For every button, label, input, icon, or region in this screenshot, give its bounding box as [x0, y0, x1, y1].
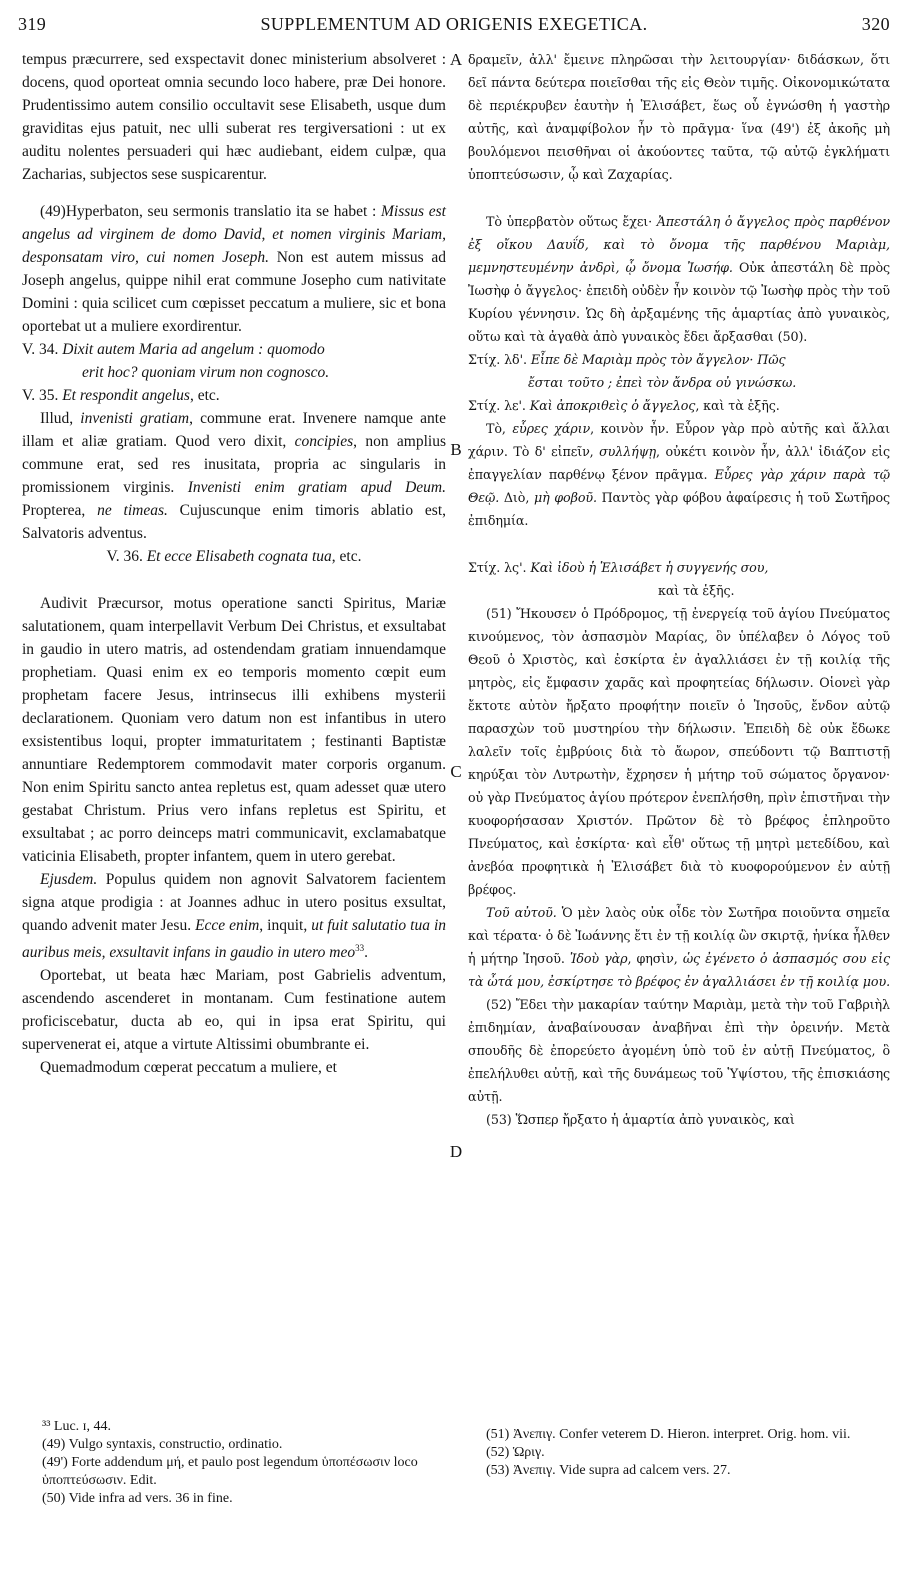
running-header: [18, 14, 890, 42]
margin-marker-c: C: [450, 762, 462, 781]
margin-marker-d: D: [449, 1142, 463, 1161]
footnotes-right: [486, 1426, 886, 1480]
footnote: (52) Ὡριγ.: [486, 1445, 545, 1460]
margin-marker-a: A: [449, 50, 463, 69]
running-title: SUPPLEMENTUM AD ORIGENIS EXEGETICA.: [260, 14, 648, 34]
footnote: (49) Vulgo syntaxis, constructio, ordinatio.: [42, 1437, 283, 1452]
latin-paragraph: Quemadmodum cœperat peccatum a muliere, et: [40, 1059, 337, 1077]
greek-verse-36: Στίχ. λς'. Καὶ ἰδοὺ ἡ Ἐλισάβετ ἡ συγγενής σου, καὶ τὰ ἑξῆς.: [468, 560, 769, 598]
latin-paragraph: Audivit Præcursor, motus operatione sancti Spiritus, Mariæ salutationem, quam interpellavit Verbum Dei Christus, et exsultabat in gaudio in utero matris, ad ostendendam gratiam innuendamque prophetiam. Quasi enim ex eo temporis momento cœpit eum prophetam facere Jesus, intrinsecus illi exhibens mysterii declarationem. Quoniam vero datum non est infantibus in utero exsistentibus loqui, propter immaturitatem ; festinanti Baptistæ annuntiare Redemptorem commodavit mater corporis organum. Non enim Spiritu sancto antea repletus est, quam adesset quæ utero gestabat Christum. Prius vero infans repletus est Spiritu, et exsultabat ; ac porro deinceps matri communicavit, exclamabatque vaticinia Elisabeth, propter infantem, quem in utero gerebat.: [22, 595, 446, 865]
greek-paragraph: (51) Ἤκουσεν ὁ Πρόδρομος, τῇ ἐνεργείᾳ τοῦ ἁγίου Πνεύματος κινούμενος, τὸν ἀσπασμὸν Μαρίας, ὃν ὑπέλαβεν ὁ Λόγος τοῦ Θεοῦ ὁ Χριστὸς, καὶ ἐσκίρτα ἐν ἀγαλλιάσει ἐν τῇ κοιλίᾳ τῆς μητρὸς, εἰς ἔμφασιν χαρᾶς καὶ προφητείας δήλωσιν. Οἱονεὶ γὰρ ἔκτοτε αὐτὸν ἤρξατο προφήτην ποιεῖν ὁ Ἰησοῦς, ἔνδον αὐτῷ παρασχὼν τοῦ μυστηρίου τὴν δήλωσιν. Ἐπειδὴ δὲ οὐκ ἔδωκε λαλεῖν τοῖς ἐμβρύοις διὰ τὸ ἄωρον, σπεύδοντι τῷ Βαπτιστῇ κηρύξαι τὸν Λυτρωτὴν, ἔχρησεν ἡ μήτηρ τοῦ σώματος ὄργανον· οὐ γὰρ Πνεύματος ἁγίου πρότερον ἐνεπλήσθη, πρὶν ἐπιστῆναι τὴν κυοφορήσασαν Χριστόν. Πρῶτον δὲ τὸ βρέφος ἐπληροῦτο Πνεύματος, καὶ ἐσκίρτα· καὶ εἶθ' οὕτως τῇ μητρὶ μετεδίδου, καὶ ἀνεβόα προφητικὰ ἡ Ἐλισάβετ διὰ τὸ κυοφορούμενον ἐν αὐτῇ βρέφος.: [468, 606, 890, 897]
footnote: ³³ Luc. ɪ, 44.: [42, 1419, 112, 1434]
greek-verse-35: Στίχ. λε'. Καὶ ἀποκριθεὶς ὁ ἄγγελος, καὶ τὰ ἑξῆς.: [468, 398, 780, 413]
footnotes-left: [42, 1418, 442, 1508]
greek-paragraph: Τὸ, εὗρες χάριν, κοινὸν ἦν. Εὗρον γὰρ πρὸ αὐτῆς καὶ ἄλλαι χάριν. Τὸ δ' εἰπεῖν, συλλήψῃ, οὐκέτι κοινὸν ἦν, ἀλλ' ἰδιάζον εἰς ἐπαγγελίαν παρθένῳ ξένον πρᾶγμα. Εὗρες γὰρ χάριν παρὰ τῷ Θεῷ. Διὸ, μὴ φοβοῦ. Παντὸς γὰρ φόβου ἀφαίρεσις ἡ τοῦ Σωτῆρος ἐπιδημία.: [468, 421, 891, 528]
page-number-left: 319: [18, 14, 47, 34]
greek-paragraph: Τοῦ αὐτοῦ. Ὁ μὲν λαὸς οὐκ οἶδε τὸν Σωτῆρα ποιοῦντα σημεῖα καὶ τέρατα· ὁ δὲ Ἰωάννης ἔτι ἐν τῇ κοιλίᾳ ὢν σκιρτᾷ, ἡνίκα ἦλθεν ἡ μήτηρ Ἰησοῦ. Ἰδοὺ γὰρ, φησὶν, ὡς ἐγένετο ὁ ἀσπασμός σου εἰς τὰ ὦτά μου, ἐσκίρτησε τὸ βρέφος ἐν ἀγαλλιάσει ἐν τῇ κοιλίᾳ μου.: [468, 905, 891, 989]
greek-column: [468, 48, 890, 1131]
footnote: (53) Ἀνεπιγ. Vide supra ad calcem vers. 27.: [486, 1463, 731, 1478]
page-number-right: 320: [861, 14, 890, 34]
margin-marker-b: B: [450, 440, 462, 459]
greek-paragraph: δραμεῖν, ἀλλ' ἔμεινε πληρῶσαι τὴν λειτουργίαν· διδάσκων, ὅτι δεῖ πάντα δεύτερα ποιεῖσθαι τῆς εἰς Θεὸν τιμῆς. Οἰκονομικώτατα δὲ περιέκρυβεν ἑαυτὴν ἡ Ἐλισάβετ, ἕως οὗ ἐγνώσθη ἡ γαστὴρ αὐτῆς, καὶ ἀναμφίβολον ἦν τὸ πρᾶγμα· ἵνα (49') ἐξ ἀκοῆς μὴ βουλόμενοι πεισθῆναι οἱ ἀκούοντες ταῦτα, τῷ αὐτῷ ἐγκλήματι ὑποπτεύσωσιν, ᾧ καὶ Ζαχαρίας.: [468, 52, 890, 182]
greek-paragraph: (53) Ὥσπερ ἤρξατο ἡ ἁμαρτία ἀπὸ γυναικὸς, καὶ: [486, 1112, 795, 1127]
latin-paragraph: Illud, invenisti gratiam, commune erat. Invenere namque ante illam et aliæ gratiam. Quod vero dixit, concipies, non amplius commune erat, sed res inusitata, propria ac singularis in promissionem virginis. Invenisti enim gratiam apud Deum. Propterea, ne timeas. Cujuscunque enim timoris ablatio est, Salvatoris adventus.: [22, 410, 446, 542]
latin-paragraph: Oportebat, ut beata hæc Mariam, post Gabrielis adventum, ascendendo ascenderet in montanam. Cum festinatione autem proficiscebatur, ducta ab eo, qui in ipsa erat Spiritu, qui supervenerat ei, atque a virtute Altissimi obumbrante ei.: [22, 967, 446, 1054]
latin-verse-36: V. 36. Et ecce Elisabeth cognata tua, etc.: [106, 548, 362, 565]
latin-paragraph-49: (49)Hyperbaton, seu sermonis translatio ita se habet : Missus est angelus ad virginem de domo David, et nomen virginis Mariam, desponsatam viro, cui nomen Joseph. Non est autem missus ad Joseph angelus, quippe nihil erat commune Josepho cum nativitate Domini : quia scilicet cum cœpisset peccatum a muliere, sic et bona oportebat ut a muliere exordirentur.: [22, 203, 446, 335]
greek-paragraph: (52) Ἔδει τὴν μακαρίαν ταύτην Μαριὰμ, μετὰ τὴν τοῦ Γαβριὴλ ἐπιδημίαν, ἀναβαίνουσαν ἀναβῆναι ἐπὶ τὴν ὀρεινήν. Μετὰ σπουδῆς δὲ ἐπορεύετο ἀγομένη ὑπὸ τοῦ ἐν αὐτῇ Πνεύματος, ὃ ἐπελήλυθει αὐτῇ, καὶ τῆς δυνάμεως τοῦ Ὑψίστου, τῆς ἐπισκιάσης αὐτῇ.: [468, 997, 890, 1104]
footnote: (49') Forte addendum μή, et paulo post legendum ὑποπέσωσιν loco ὑποπτεύσωσιν. Edit.: [42, 1455, 418, 1488]
latin-column: [22, 48, 446, 1079]
greek-paragraph: Τὸ ὑπερβατὸν οὕτως ἔχει· Ἀπεστάλη ὁ ἄγγελος πρὸς παρθένον ἐξ οἴκου Δαυΐδ, καὶ τὸ ὄνομα τῆς παρθένου Μαριὰμ, μεμνηστευμένην ἀνδρὶ, ᾧ ὄνομα Ἰωσήφ. Οὐκ ἀπεστάλη δὲ πρὸς Ἰωσὴφ ὁ ἄγγελος· ἐπειδὴ οὐδὲν ἦν κοινὸν τῷ Ἰωσὴφ πρὸς τὴν τοῦ Κυρίου γέννησιν. Ὡς δὴ ἀρξαμένης τῆς ἁμαρτίας ἀπὸ γυναικὸς, οὕτω καὶ τὰ ἀγαθὰ ἀπὸ γυναικὸς ἔδει ἄρξασθαι (50).: [468, 214, 890, 344]
latin-verse-34: V. 34. Dixit autem Maria ad angelum : quomodo erit hoc? quoniam virum non cognosco.: [22, 341, 330, 381]
footnote-ref: 33: [355, 943, 365, 953]
latin-paragraph: tempus præcurrere, sed exspectavit donec ministerium absolveret : docens, quod oporteat omnia secundo loco habere, præ Dei honore. Prudentissimo autem consilio occultavit sese Elisabeth, usque dum graviditas ejus patuit, nec ulli suberat res tergiversationi : ut ex auditu nolentes persuaderi qui hæc audiebant, eidem culpæ, qua Zacharias, subjectos sese suspicarentur.: [22, 51, 446, 183]
latin-verse-35: V. 35. Et respondit angelus, etc.: [22, 387, 220, 404]
footnote: (51) Ἀνεπιγ. Confer veterem D. Hieron. interpret. Orig. hom. vii.: [486, 1427, 851, 1442]
latin-paragraph: Ejusdem. Populus quidem non agnovit Salvatorem facientem signa atque prodigia : at Joannes adhuc in utero positus exsultat, quando advenit mater Jesu. Ecce enim, inquit, ut fuit salutatio tua in auribus meis, exsultavit infans in gaudio in utero meo$^{33}$.: [22, 871, 446, 962]
footnote: (50) Vide infra ad vers. 36 in fine.: [42, 1491, 233, 1506]
greek-verse-34: Στίχ. λδ'. Εἶπε δὲ Μαριὰμ πρὸς τὸν ἄγγελον· Πῶς ἔσται τοῦτο ; ἐπεὶ τὸν ἄνδρα οὐ γινώσκω.: [468, 352, 797, 390]
